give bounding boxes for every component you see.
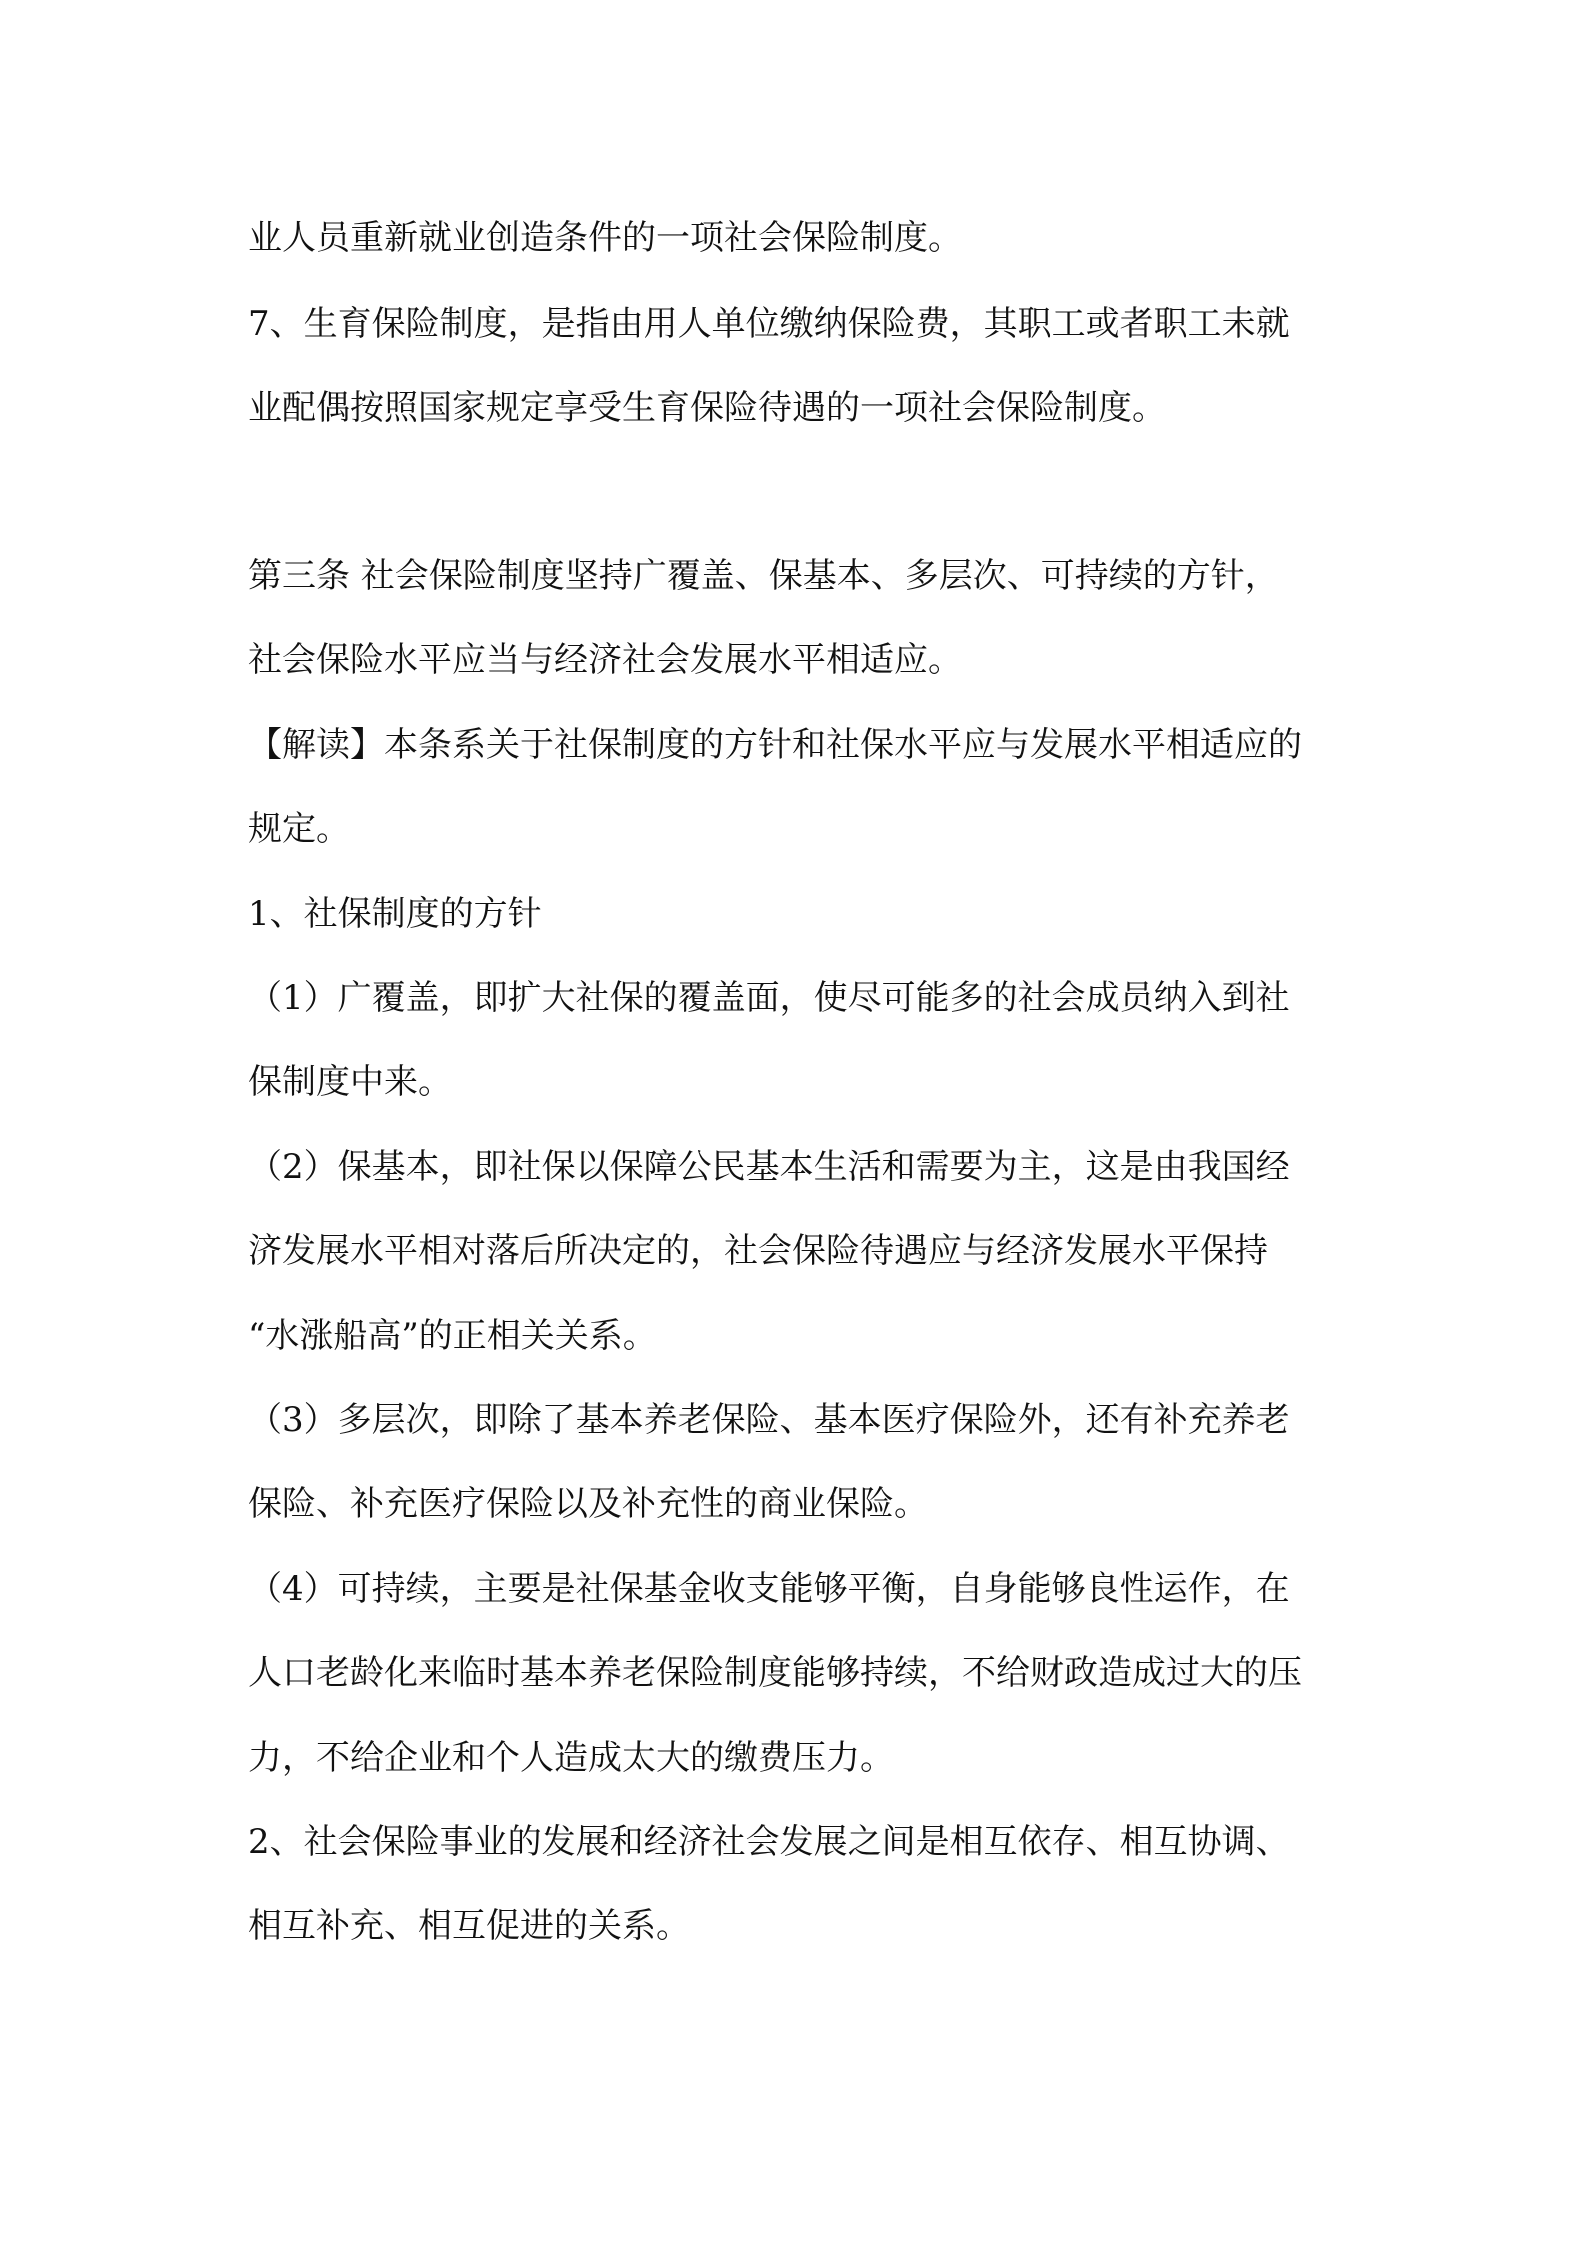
text-line-19: 2、社会保险事业的发展和经济社会发展之间是相互依存、相互协调、	[248, 1822, 1290, 1862]
text-line-8: 1、社保制度的方针	[248, 894, 542, 934]
text-line-15: 保险、补充医疗保险以及补充性的商业保险。	[248, 1484, 928, 1524]
text-line-12: 济发展水平相对落后所决定的，社会保险待遇应与经济发展水平保持	[248, 1231, 1268, 1271]
text-line-11: （2）保基本，即社保以保障公民基本生活和需要为主，这是由我国经	[248, 1147, 1290, 1187]
text-line-14: （3）多层次，即除了基本养老保险、基本医疗保险外，还有补充养老	[248, 1400, 1290, 1440]
text-line-17: 人口老龄化来临时基本养老保险制度能够持续，不给财政造成过大的压	[248, 1653, 1302, 1693]
text-line-6: 【解读】本条系关于社保制度的方针和社保水平应与发展水平相适应的	[248, 725, 1302, 765]
text-line-10: 保制度中来。	[248, 1062, 452, 1102]
text-line-7: 规定。	[248, 809, 350, 849]
text-line-4: 第三条 社会保险制度坚持广覆盖、保基本、多层次、可持续的方针，	[248, 556, 1279, 596]
text-line-9: （1）广覆盖，即扩大社保的覆盖面，使尽可能多的社会成员纳入到社	[248, 978, 1290, 1018]
text-line-2: 7、生育保险制度，是指由用人单位缴纳保险费，其职工或者职工未就	[248, 304, 1290, 344]
text-line-20: 相互补充、相互促进的关系。	[248, 1906, 690, 1946]
text-line-1: 业人员重新就业创造条件的一项社会保险制度。	[248, 218, 962, 258]
text-line-13: “水涨船高”的正相关关系。	[248, 1316, 657, 1356]
text-line-16: （4）可持续，主要是社保基金收支能够平衡，自身能够良性运作，在	[248, 1569, 1290, 1609]
text-line-3: 业配偶按照国家规定享受生育保险待遇的一项社会保险制度。	[248, 388, 1166, 428]
text-line-5: 社会保险水平应当与经济社会发展水平相适应。	[248, 640, 962, 680]
text-line-18: 力，不给企业和个人造成太大的缴费压力。	[248, 1738, 894, 1778]
